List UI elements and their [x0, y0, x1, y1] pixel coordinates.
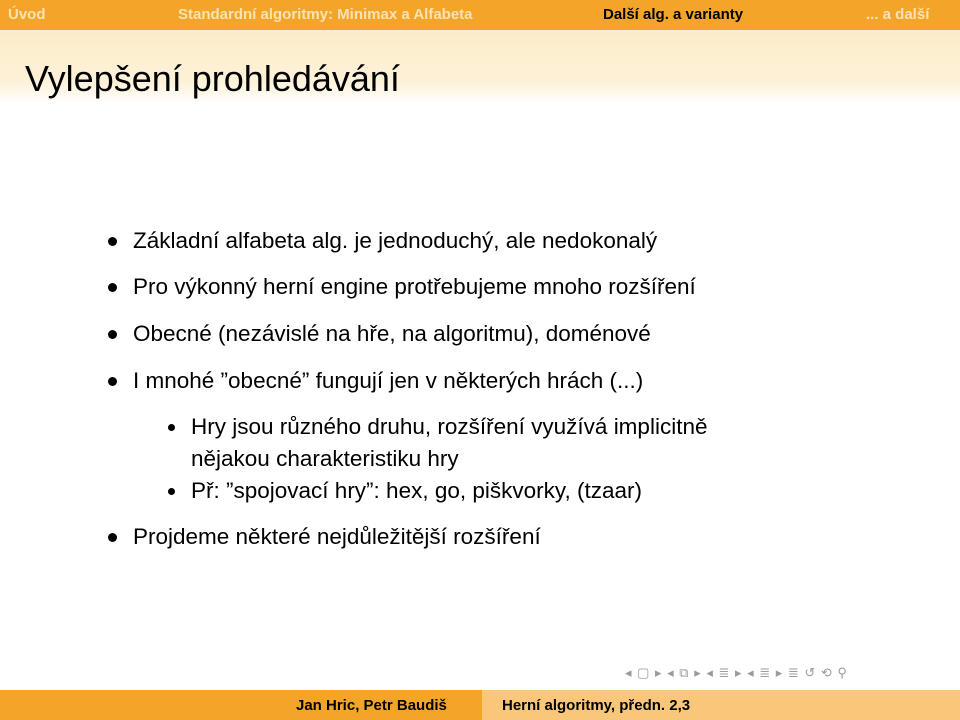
frame-title-bar — [0, 30, 960, 104]
bullet-icon — [108, 533, 117, 542]
footer — [0, 690, 960, 720]
footer-authors: Jan Hric, Petr Baudiš — [296, 697, 447, 714]
subbullet-icon — [168, 488, 175, 495]
bullet-item: Pro výkonný herní engine protřebujeme mnoho rozšíření — [133, 274, 696, 299]
section-navigation — [0, 0, 960, 30]
bullet-icon — [108, 283, 117, 292]
frame-title: Vylepšení prohledávání — [25, 58, 400, 99]
bullet-item: I mnohé ”obecné” fungují jen v některých hrách (...) — [133, 368, 644, 393]
nav-link-other-algorithms[interactable]: Další alg. a varianty — [603, 6, 744, 23]
bullet-icon — [108, 237, 117, 246]
bullet-icon — [108, 330, 117, 339]
subbullet-item: Hry jsou různého druhu, rozšíření využívá implicitně — [191, 414, 708, 439]
bullet-item: Základní alfabeta alg. je jednoduchý, ale nedokonalý — [133, 228, 658, 253]
bullet-item: Obecné (nezávislé na hře, na algoritmu), doménové — [133, 321, 651, 346]
footer-left-panel — [0, 690, 482, 720]
subbullet-item: Př: ”spojovací hry”: hex, go, piškvorky, (tzaar) — [191, 478, 642, 503]
bullet-item: Projdeme některé nejdůležitější rozšíření — [133, 524, 541, 549]
nav-link-more[interactable]: ... a další — [866, 6, 930, 23]
beamer-navigation-icons[interactable]: ◂ ▢ ▸ ◂ ⧉ ▸ ◂ ≣ ▸ ◂ ≣ ▸ ≣ ↺ ⟲ ⚲ — [625, 665, 848, 680]
subbullet-icon — [168, 424, 175, 431]
subbullet-item-continuation: nějakou charakteristiku hry — [191, 446, 459, 471]
footer-right-panel — [482, 690, 960, 720]
bullet-icon — [108, 377, 117, 386]
nav-link-standard-algorithms[interactable]: Standardní algoritmy: Minimax a Alfabeta — [178, 6, 473, 23]
nav-link-uvod[interactable]: Úvod — [8, 6, 46, 23]
footer-course: Herní algoritmy, předn. 2,3 — [502, 697, 691, 714]
